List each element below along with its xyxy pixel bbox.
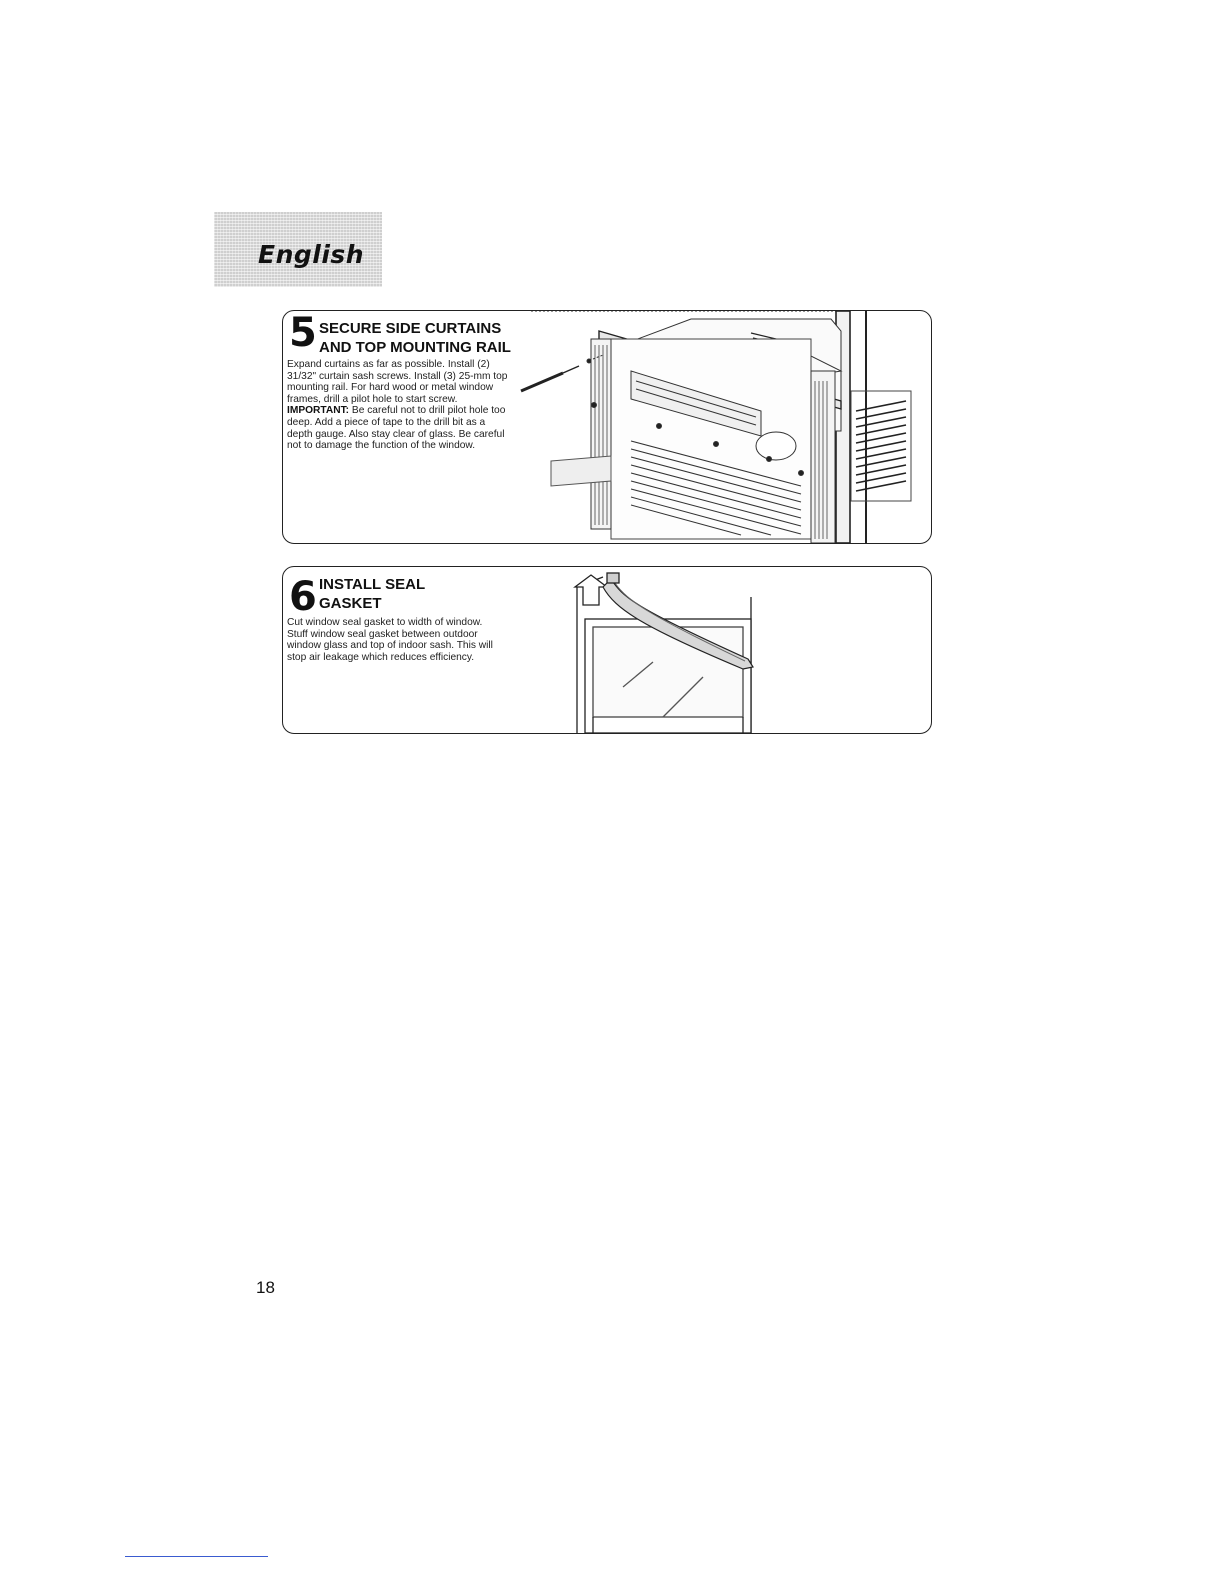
footer-rule (125, 1556, 268, 1557)
step-5-title-line-2: AND TOP MOUNTING RAIL (319, 339, 511, 356)
step-6-title-line-2: GASKET (319, 595, 382, 612)
step-6-instructions (287, 617, 501, 663)
step-5-panel (282, 310, 932, 544)
step-5-instructions (287, 359, 509, 452)
step-6-title (319, 575, 579, 613)
page-number: 18 (256, 1278, 275, 1297)
step-5-text: Expand curtains as far as possible. Install (2) 31/32" curtain sash screws. Install (3) 25-mm top mounting rail. For hard wood or metal window frames, drill a pilot hole to start screw. (287, 359, 508, 405)
step-6-title-line-1: INSTALL SEAL (319, 576, 426, 593)
step-6-panel (282, 566, 932, 734)
step-6-number: 6 (289, 574, 317, 620)
step-5-important-label: IMPORTANT: (287, 405, 350, 417)
step-5-number: 5 (289, 310, 317, 356)
language-label: English (258, 240, 365, 269)
step-5-important-text: Be careful not to drill pilot hole too deep. Add a piece of tape to the drill bit as a depth gauge. Also stay clear of glass. Be careful not to damage the function of the window. (287, 405, 506, 452)
language-tab (214, 212, 382, 287)
step-5-title-line-1: SECURE SIDE CURTAINS (319, 320, 502, 337)
seal-gasket-illustration (563, 567, 763, 733)
step-6-text: Cut window seal gasket to width of window. Stuff window seal gasket between outdoor window glass and top of indoor sash. This will stop air leakage which reduces efficiency. (287, 617, 493, 663)
air-conditioner-installation-illustration (511, 311, 931, 543)
